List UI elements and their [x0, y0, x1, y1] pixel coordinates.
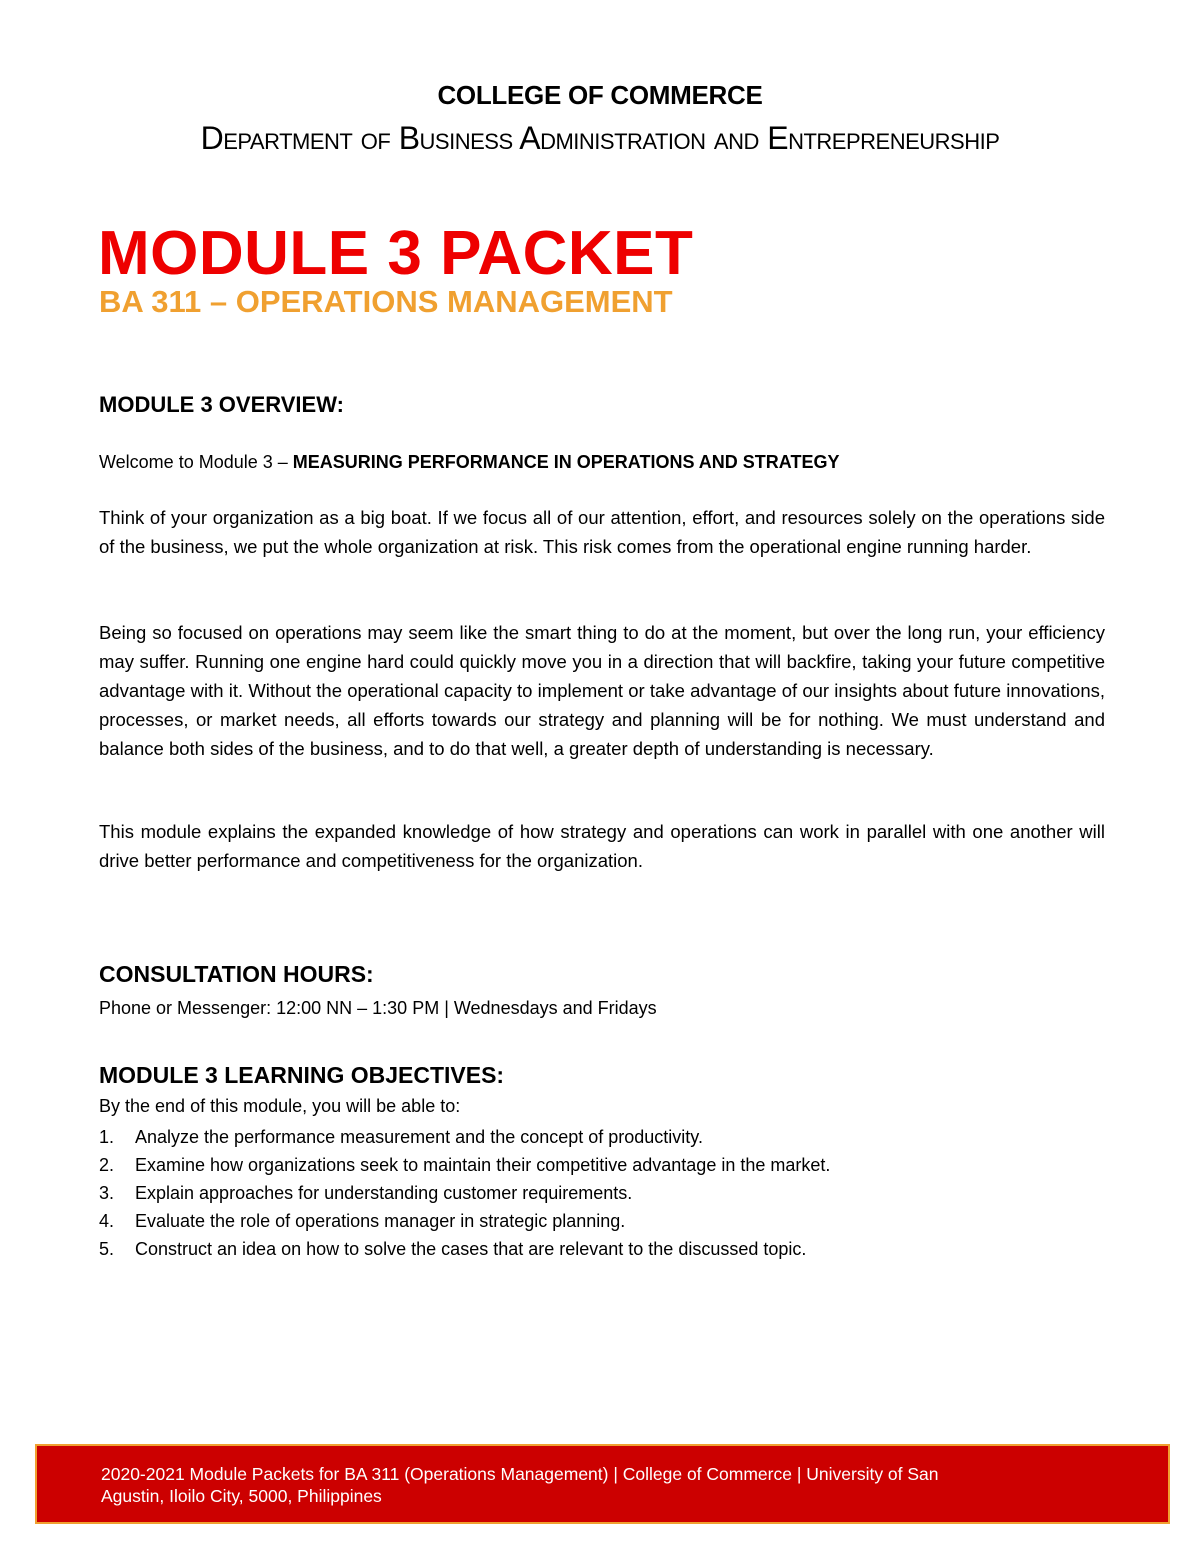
item-number: 4.	[99, 1211, 115, 1231]
welcome-prefix: Welcome to Module 3 –	[99, 452, 293, 472]
list-item	[99, 1151, 830, 1179]
item-text: Examine how organizations seek to maintain their competitive advantage in the market.	[135, 1155, 831, 1175]
course-title: BA 311 – OPERATIONS MANAGEMENT	[99, 284, 673, 319]
footer-text	[101, 1463, 1101, 1507]
list-item	[99, 1235, 830, 1263]
overview-paragraph: Being so focused on operations may seem like the smart thing to do at the moment, but over the long run, your efficiency may suffer. Running one engine hard could quickly move you in a direction that will backfire, taking your future competitive advantage with it. Without the operational capacity to implement or take advantage of our insights about future innovations, processes, or market needs, all efforts towards our strategy and planning will be for nothing. We must understand and balance both sides of the business, and to do that well, a greater depth of understanding is necessary.	[99, 622, 1105, 759]
overview-paragraph: This module explains the expanded knowledge of how strategy and operations can work in parallel with one another will drive better performance and competitiveness for the organization.	[99, 821, 1105, 871]
objectives-heading: MODULE 3 LEARNING OBJECTIVES:	[99, 1062, 505, 1088]
list-item	[99, 1179, 830, 1207]
welcome-topic: MEASURING PERFORMANCE IN OPERATIONS AND STRATEGY	[292, 452, 840, 472]
item-text: Construct an idea on how to solve the cases that are relevant to the discussed topic.	[135, 1239, 807, 1259]
item-number: 2.	[99, 1155, 115, 1175]
page-footer	[35, 1444, 1170, 1524]
consultation-text: Phone or Messenger: 12:00 NN – 1:30 PM | Wednesdays and Fridays	[99, 998, 657, 1018]
footer-line: 2020-2021 Module Packets for BA 311 (Operations Management) | College of Commerce | University of San	[101, 1464, 939, 1484]
item-number: 1.	[99, 1127, 115, 1147]
consultation-heading: CONSULTATION HOURS:	[99, 961, 374, 987]
college-heading: COLLEGE OF COMMERCE	[437, 80, 763, 110]
objectives-list	[99, 1123, 830, 1263]
list-item	[99, 1207, 830, 1235]
item-text: Analyze the performance measurement and the concept of productivity.	[135, 1127, 703, 1147]
footer-line: Agustin, Iloilo City, 5000, Philippines	[101, 1486, 382, 1506]
item-text: Evaluate the role of operations manager in strategic planning.	[135, 1211, 626, 1231]
item-number: 5.	[99, 1239, 115, 1259]
overview-heading: MODULE 3 OVERVIEW:	[99, 392, 344, 417]
objectives-intro: By the end of this module, you will be able to:	[99, 1096, 461, 1116]
department-heading: Department of Business Administration and Entrepreneurship	[200, 120, 1000, 156]
welcome-line	[99, 452, 839, 473]
overview-paragraph: Think of your organization as a big boat. If we focus all of our attention, effort, and resources solely on the operations side of the business, we put the whole organization at risk. This risk comes from the operational engine running harder.	[99, 507, 1105, 557]
list-item	[99, 1123, 830, 1151]
item-text: Explain approaches for understanding customer requirements.	[135, 1183, 633, 1203]
item-number: 3.	[99, 1183, 115, 1203]
module-title: MODULE 3 PACKET	[98, 219, 694, 288]
